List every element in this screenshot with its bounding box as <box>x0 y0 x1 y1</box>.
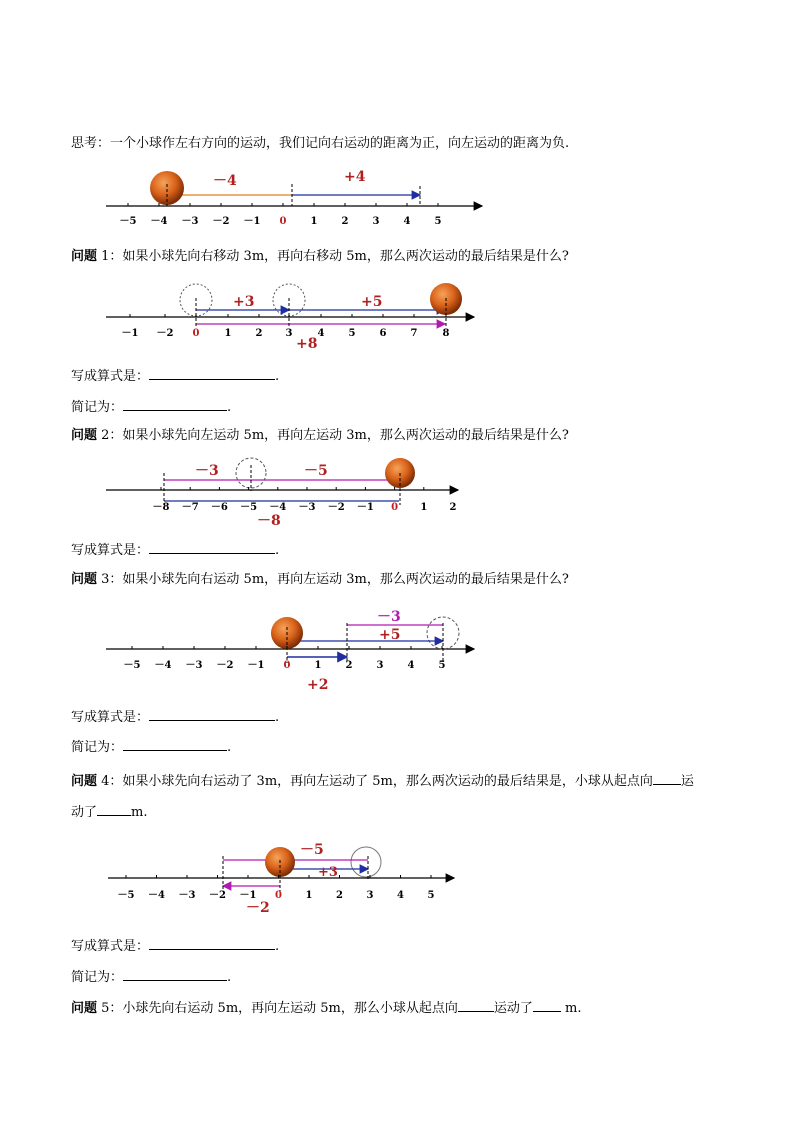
ghost-ball <box>351 847 381 877</box>
short-line: 简记为： . <box>71 400 232 415</box>
tick-label: －5 <box>119 216 137 227</box>
answer-blank[interactable] <box>149 367 275 380</box>
figure-1 <box>0 280 794 355</box>
tick-label: －2 <box>156 328 174 339</box>
figure-2 <box>0 455 794 530</box>
fig4-label-c: －2 <box>246 900 270 916</box>
question-tag: 问题 <box>71 428 98 443</box>
answer-blank[interactable] <box>123 738 227 751</box>
question-tag: 问题 <box>71 774 98 789</box>
question-tag: 问题 <box>71 1001 98 1016</box>
answer-blank[interactable] <box>458 999 494 1012</box>
tick-label: －1 <box>356 502 374 513</box>
question-tag: 问题 <box>71 249 98 264</box>
tick-label: －8 <box>152 502 170 513</box>
question-4-cont: 动了 m. <box>71 805 148 820</box>
tick-label: 3 <box>366 890 374 901</box>
tick-label: －5 <box>240 502 258 513</box>
tick-label: 5 <box>438 660 446 671</box>
tick-label: 5 <box>348 328 356 339</box>
tick-label: 5 <box>427 890 435 901</box>
tick-label: 0 <box>279 216 287 227</box>
answer-blank[interactable] <box>149 937 275 950</box>
tick-label: 0 <box>192 328 200 339</box>
answer-blank[interactable] <box>97 803 131 816</box>
fig1-label-b: +5 <box>361 294 383 310</box>
tick-label: 2 <box>255 328 263 339</box>
tick-label: 1 <box>314 660 322 671</box>
fig2-label-b: －5 <box>304 463 328 479</box>
question-2 <box>71 428 569 444</box>
answer-blank[interactable] <box>533 999 561 1012</box>
tick-label: 4 <box>397 890 404 901</box>
tick-label: 8 <box>442 328 450 339</box>
short-line: 简记为： . <box>71 740 232 755</box>
tick-label: 1 <box>305 890 313 901</box>
tick-label: 2 <box>449 502 457 513</box>
short-line: 简记为： . <box>71 970 232 985</box>
fig0-label-a: －4 <box>213 173 237 189</box>
fig3-label-b: +5 <box>379 627 401 643</box>
fig1-label-c: +8 <box>296 336 318 352</box>
tick-label: 2 <box>336 890 343 901</box>
tick-label: 3 <box>285 328 293 339</box>
tick-label: 5 <box>434 216 442 227</box>
tick-label: 2 <box>345 660 353 671</box>
tick-label: 2 <box>341 216 349 227</box>
question-tag: 问题 <box>71 572 98 587</box>
question-text: 2：如果小球先向左运动 5m，再向左运动 3m，那么两次运动的最后结果是什么? <box>97 428 569 443</box>
tick-label: 1 <box>420 502 428 513</box>
answer-blank[interactable] <box>123 968 227 981</box>
tick-label: 4 <box>403 216 411 227</box>
tick-label: －4 <box>154 660 172 671</box>
tick-label: －7 <box>181 502 199 513</box>
tick-label: 4 <box>317 328 325 339</box>
fig0-label-b: +4 <box>344 169 366 185</box>
tick-label: 7 <box>410 328 418 339</box>
tick-label: －1 <box>247 660 265 671</box>
tick-label: 1 <box>310 216 318 227</box>
formula-line: 写成算式是： . <box>71 369 280 384</box>
question-text: 1：如果小球先向右移动 3m，再向右移动 5m，那么两次运动的最后结果是什么? <box>97 249 569 264</box>
tick-label: －2 <box>209 890 226 901</box>
formula-line: 写成算式是： . <box>71 939 280 954</box>
think-text: 思考：一个小球作左右方向的运动，我们记向右运动的距离为正，向左运动的距离为负. <box>71 136 570 151</box>
tick-label: －3 <box>181 216 199 227</box>
fig3-label-a: －3 <box>377 609 401 625</box>
figure-4 <box>0 840 794 920</box>
figure-0 <box>0 166 794 236</box>
tick-label: －1 <box>239 890 257 901</box>
answer-blank[interactable] <box>149 708 275 721</box>
tick-label: －1 <box>243 216 261 227</box>
fig3-label-c: +2 <box>307 677 329 693</box>
tick-label: 1 <box>224 328 232 339</box>
tick-label: －2 <box>216 660 234 671</box>
tick-label: 0 <box>283 660 291 671</box>
question-text: 5：小球先向右运动 5m，再向左运动 5m，那么小球从起点向 <box>97 1001 458 1016</box>
tick-label: 0 <box>391 502 399 513</box>
question-5: 问题 5：小球先向右运动 5m，再向左运动 5m，那么小球从起点向 运动了 m. <box>71 1001 582 1016</box>
answer-blank[interactable] <box>123 398 227 411</box>
tick-label: －4 <box>269 502 287 513</box>
question-1 <box>71 249 569 265</box>
tick-label: －5 <box>117 890 135 901</box>
tick-label: －4 <box>150 216 168 227</box>
tick-label: －2 <box>327 502 345 513</box>
tick-label: －6 <box>210 502 228 513</box>
tick-label: －3 <box>178 890 196 901</box>
tick-label: 0 <box>275 890 282 901</box>
fig4-label-b: +3 <box>318 865 338 880</box>
question-4: 问题 4：如果小球先向右运动了 3m，再向左运动了 5m，那么两次运动的最后结果是，小球从起点向 运 <box>71 774 694 789</box>
question-3 <box>71 572 569 588</box>
tick-label: 3 <box>376 660 384 671</box>
question-text: 3：如果小球先向右运动 5m，再向左运动 3m，那么两次运动的最后结果是什么? <box>97 572 569 587</box>
fig1-label-a: +3 <box>233 294 255 310</box>
tick-label: 4 <box>407 660 415 671</box>
fig2-label-c: －8 <box>257 513 281 529</box>
tick-label: 3 <box>372 216 380 227</box>
tick-label: －4 <box>148 890 165 901</box>
question-text: 4：如果小球先向右运动了 3m，再向左运动了 5m，那么两次运动的最后结果是，小球从起点向 <box>97 774 653 789</box>
formula-line: 写成算式是： . <box>71 710 280 725</box>
tick-label: －3 <box>298 502 316 513</box>
fig2-label-a: －3 <box>195 463 219 479</box>
tick-label: －3 <box>185 660 203 671</box>
tick-label: －1 <box>121 328 139 339</box>
formula-line: 写成算式是： . <box>71 543 280 558</box>
tick-label: －2 <box>212 216 230 227</box>
tick-label: －5 <box>123 660 141 671</box>
figure-3 <box>0 605 794 695</box>
answer-blank[interactable] <box>653 772 681 785</box>
fig4-label-a: －5 <box>300 842 324 858</box>
answer-blank[interactable] <box>149 541 275 554</box>
tick-label: 6 <box>379 328 387 339</box>
